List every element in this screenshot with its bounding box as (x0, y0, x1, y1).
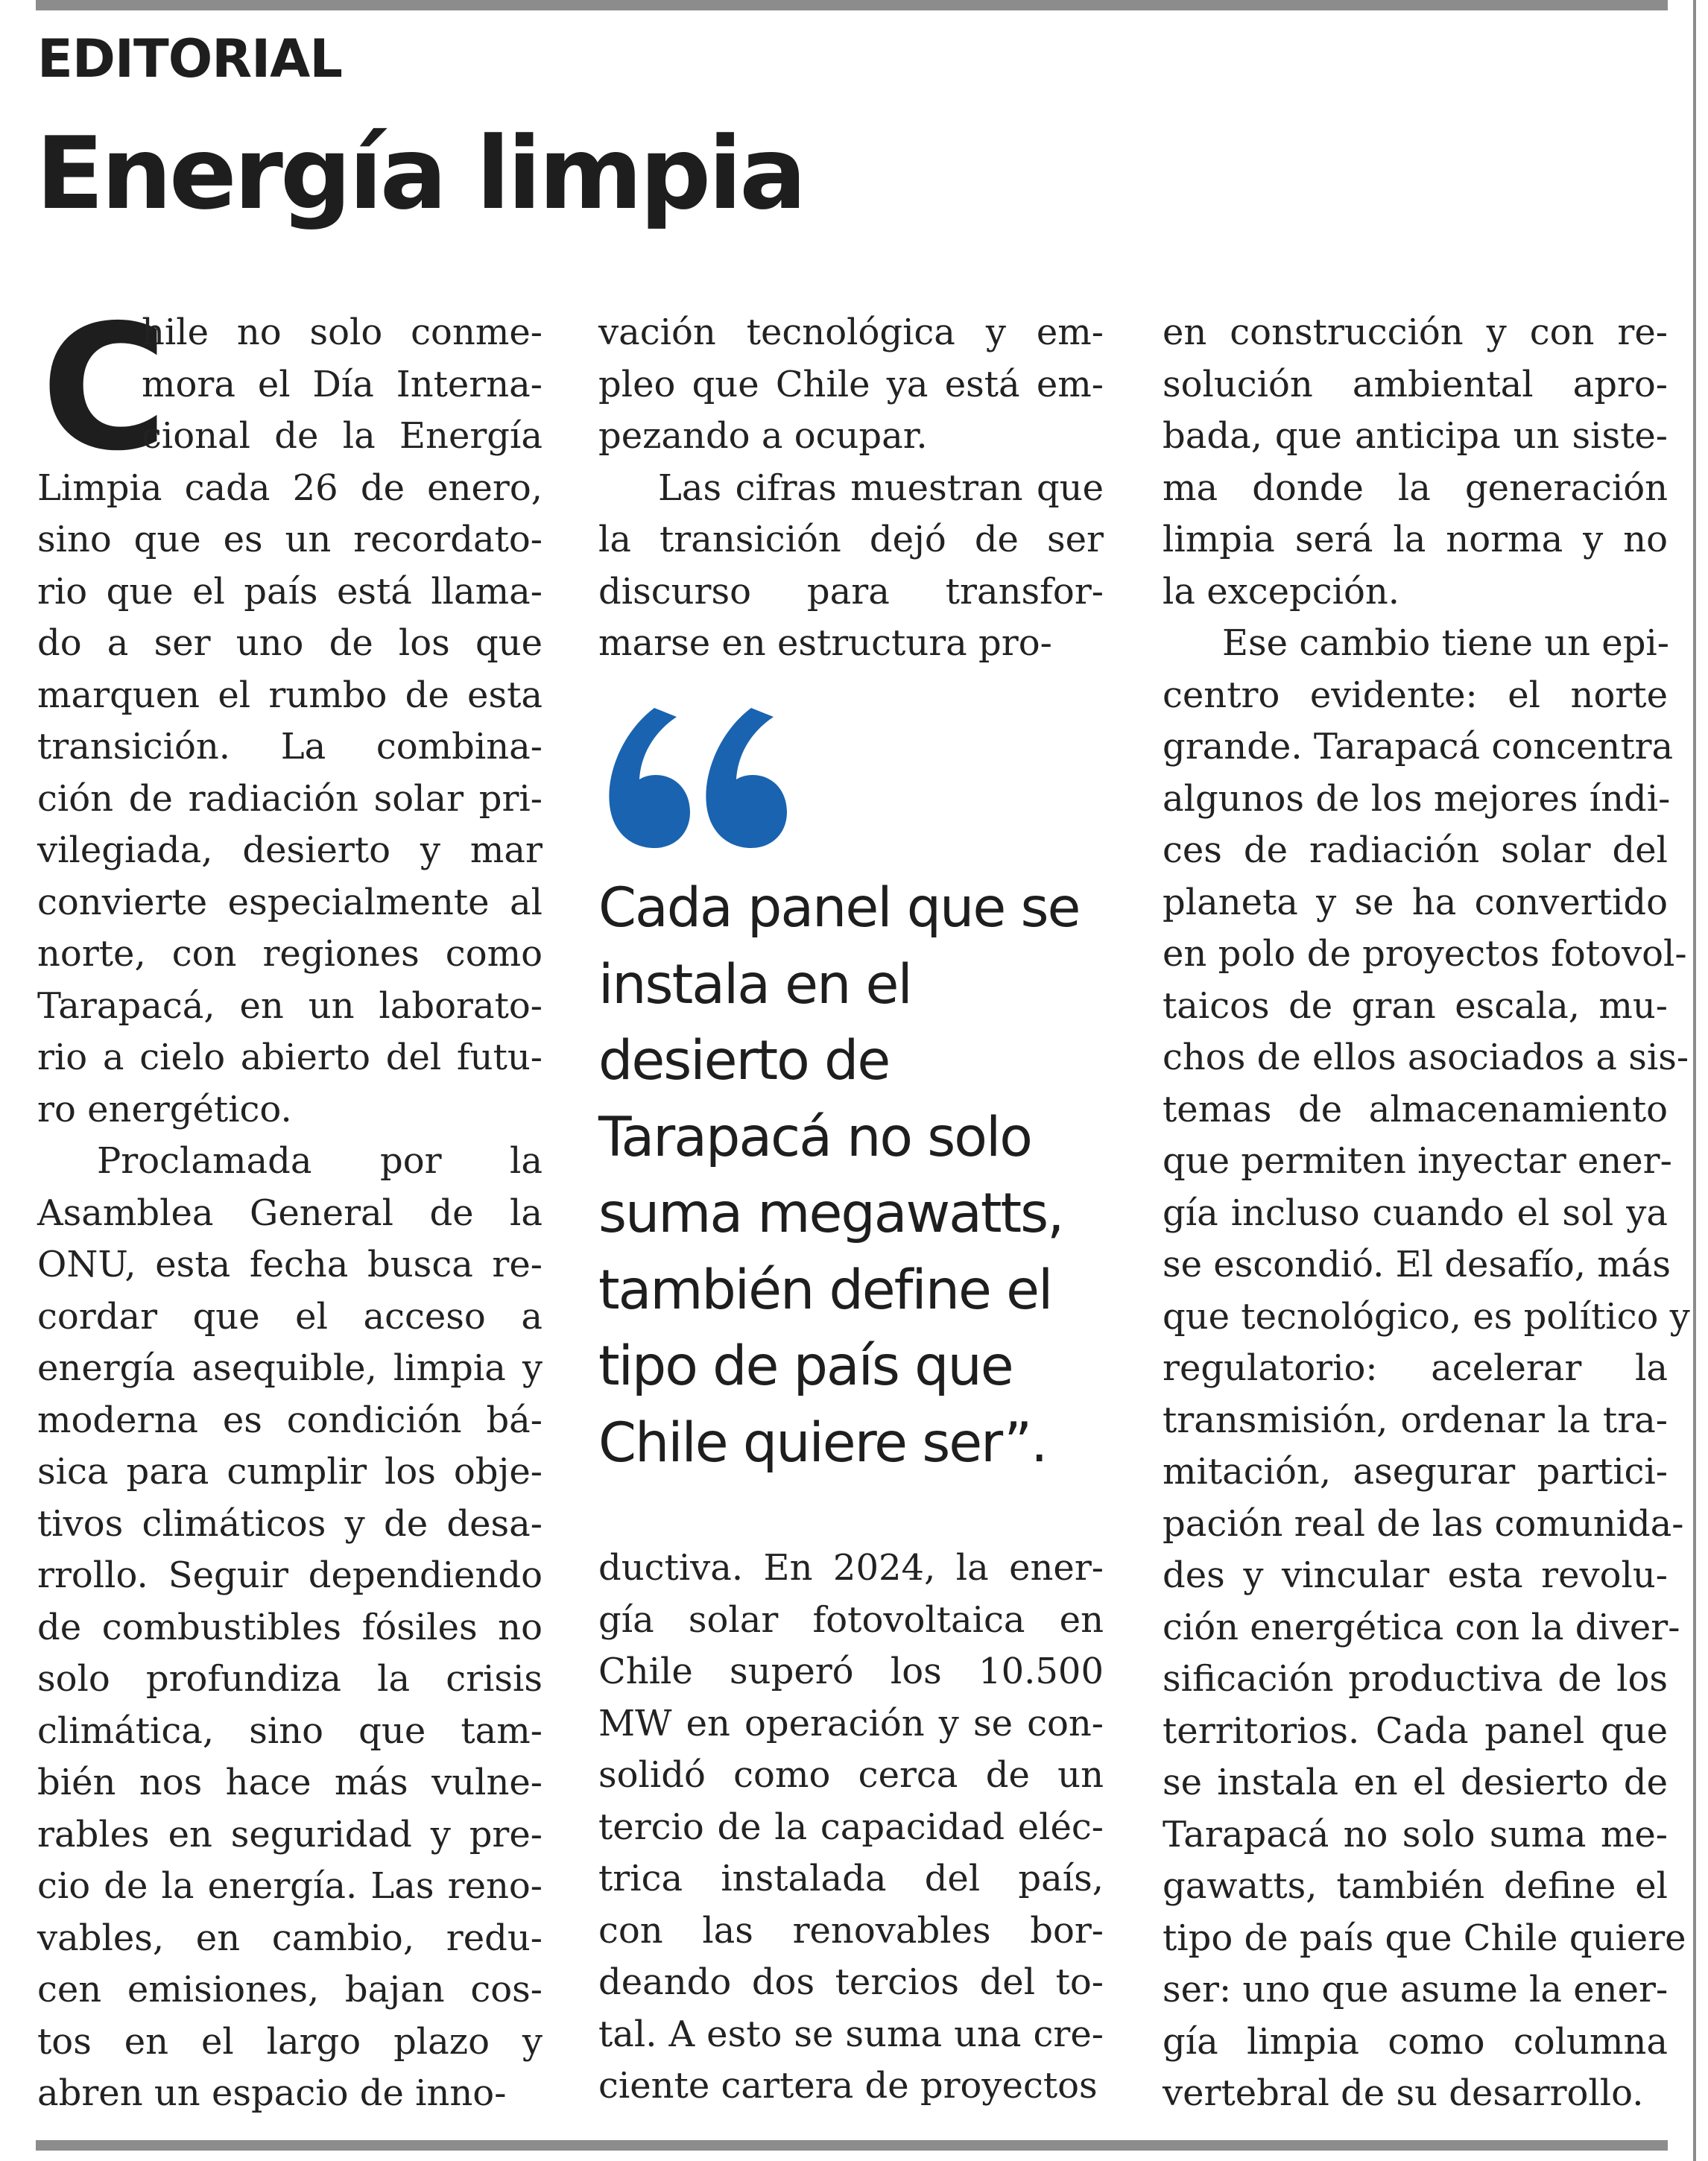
text-line: en polo de proyectos fotovol- (1163, 933, 1687, 975)
text-line: ma donde la generación (1163, 466, 1668, 509)
bottom-rule (36, 2140, 1668, 2151)
text-line: Proclamada por la (97, 1140, 543, 1182)
article-column-1 (37, 307, 543, 2120)
text-line: gía solar fotovoltaica en (598, 1598, 1104, 1641)
text-line: vilegiada, desierto y mar (37, 829, 543, 871)
text-line: gía incluso cuando el sol ya (1163, 1192, 1668, 1234)
text-line: que tecnológico, es político y (1163, 1295, 1690, 1338)
quote-mark-icon (602, 700, 796, 849)
text-line: taicos de gran escala, mu- (1163, 984, 1668, 1027)
text-line: trica instalada del país, (598, 1858, 1104, 1899)
text-line: transmisión, ordenar la tra- (1163, 1399, 1668, 1441)
pull-quote (598, 870, 1120, 1481)
text-line: bada, que anticipa un siste- (1163, 415, 1668, 457)
text-line: temas de almacenamiento (1163, 1088, 1668, 1130)
text-line: Las cifras muestran que (658, 466, 1104, 509)
text-line: abren un espacio de inno- (37, 2072, 507, 2114)
pull-quote-line: tipo de país que (598, 1335, 1013, 1398)
headline: Energía limpia (36, 116, 804, 232)
pull-quote-line: también define el (598, 1258, 1052, 1322)
text-line: algunos de los mejores índi- (1163, 777, 1671, 820)
pull-quote-line: instala en el (598, 952, 911, 1016)
text-line: mora el Día Interna- (142, 363, 543, 405)
text-line: ción de radiación solar pri- (37, 777, 543, 820)
article-column-2-bottom (598, 1543, 1104, 2113)
text-line: cio de la energía. Las reno- (37, 1865, 543, 1907)
text-line: en construcción y con re- (1163, 311, 1668, 353)
text-line: planeta y se ha convertido (1163, 881, 1668, 923)
text-line: mitación, asegurar partici- (1163, 1451, 1668, 1493)
text-line: con las renovables bor- (598, 1909, 1104, 1952)
text-line: tipo de país que Chile quiere (1163, 1917, 1686, 1959)
text-line: se instala en el desierto de (1163, 1762, 1668, 1803)
text-line: rrollo. Seguir dependiendo (37, 1554, 543, 1596)
text-line: vables, en cambio, redu- (37, 1917, 543, 1959)
text-line: chos de ellos asociados a sis- (1163, 1037, 1689, 1078)
text-line: pación real de las comunida- (1163, 1502, 1684, 1545)
text-line: Tarapacá, en un laborato- (37, 984, 543, 1027)
text-line: MW en operación y se con- (598, 1702, 1104, 1744)
text-line: tivos climáticos y de desa- (37, 1502, 543, 1545)
text-line: de combustibles fósiles no (37, 1606, 543, 1648)
text-line: marquen el rumbo de esta (37, 674, 543, 716)
text-line: rio que el país está llama- (37, 570, 543, 613)
text-line: sificación productiva de los (1163, 1658, 1668, 1700)
text-line: regulatorio: acelerar la (1163, 1347, 1668, 1389)
text-line: tal. A esto se suma una cre- (598, 2013, 1104, 2055)
text-line: cional de la Energía (142, 415, 543, 457)
text-line: pleo que Chile ya está em- (598, 363, 1104, 405)
text-line: Limpia cada 26 de enero, (37, 466, 543, 509)
pull-quote-line: Chile quiere ser”. (598, 1411, 1047, 1475)
article-column-2-top (598, 307, 1104, 670)
pull-quote-line: Cada panel que se (598, 876, 1080, 940)
text-line: que permiten inyectar ener- (1163, 1140, 1672, 1182)
text-line: centro evidente: el norte (1163, 674, 1668, 716)
top-rule (36, 0, 1668, 10)
text-line: do a ser uno de los que (37, 622, 543, 664)
text-line: ductiva. En 2024, la ener- (598, 1547, 1104, 1589)
text-line: ción energética con la diver- (1163, 1606, 1680, 1648)
text-line: limpia será la norma y no (1163, 519, 1668, 560)
text-line: des y vincular esta revolu- (1163, 1554, 1668, 1596)
text-line: solidó como cerca de un (598, 1754, 1104, 1796)
text-line: ser: uno que asume la ener- (1163, 1969, 1669, 2010)
text-line: ciente cartera de proyectos (598, 2065, 1098, 2107)
text-line: solo profundiza la crisis (37, 1658, 543, 1700)
text-line: ONU, esta fecha busca re- (37, 1244, 543, 1285)
text-line: rio a cielo abierto del futu- (37, 1037, 543, 1078)
text-line: Ese cambio tiene un epi- (1222, 622, 1669, 664)
text-line: grande. Tarapacá concentra (1163, 726, 1674, 768)
text-line: sica para cumplir los obje- (37, 1451, 543, 1493)
text-line: vertebral de su desarrollo. (1163, 2072, 1644, 2114)
text-line: deando dos tercios del to- (598, 1961, 1104, 2003)
text-line: ces de radiación solar del (1163, 829, 1668, 871)
section-label: EDITORIAL (37, 28, 342, 89)
text-line: la transición dejó de ser (598, 519, 1104, 560)
text-line: convierte especialmente al (37, 881, 543, 923)
text-line: vación tecnológica y em- (598, 311, 1104, 353)
text-line: pezando a ocupar. (598, 415, 928, 457)
text-line: climática, sino que tam- (37, 1709, 543, 1752)
text-line: Asamblea General de la (37, 1192, 543, 1234)
text-line: tos en el largo plazo y (37, 2020, 543, 2063)
text-line: bién nos hace más vulne- (37, 1762, 543, 1803)
text-line: territorios. Cada panel que (1163, 1709, 1668, 1752)
text-line: discurso para transfor- (598, 570, 1104, 613)
text-line: norte, con regiones como (37, 933, 543, 975)
text-line: Chile superó los 10.500 (598, 1651, 1104, 1692)
text-line: moderna es condición bá- (37, 1399, 543, 1441)
text-line: se escondió. El desafío, más (1163, 1244, 1671, 1285)
pull-quote-line: desierto de (598, 1029, 890, 1092)
text-line: energía asequible, limpia y (37, 1347, 543, 1389)
text-line: transición. La combina- (37, 726, 543, 768)
pull-quote-line: Tarapacá no solo (598, 1105, 1031, 1169)
text-line: sino que es un recordato- (37, 519, 543, 560)
text-line: cordar que el acceso a (37, 1295, 543, 1338)
text-line: hile no solo conme- (142, 311, 543, 353)
drop-cap: C (41, 288, 168, 489)
text-line: rables en seguridad y pre- (37, 1813, 543, 1855)
text-line: Tarapacá no solo suma me- (1163, 1813, 1668, 1855)
pull-quote-line: suma megawatts, (598, 1182, 1063, 1245)
text-line: ro energético. (37, 1088, 292, 1130)
text-line: gawatts, también define el (1163, 1865, 1668, 1907)
text-line: tercio de la capacidad eléc- (598, 1806, 1104, 1848)
column-rule (1693, 0, 1696, 2161)
article-column-3 (1163, 307, 1690, 2120)
text-line: solución ambiental apro- (1163, 363, 1668, 405)
text-line: la excepción. (1163, 570, 1400, 613)
text-line: marse en estructura pro- (598, 622, 1052, 664)
text-line: gía limpia como columna (1163, 2020, 1668, 2063)
text-line: cen emisiones, bajan cos- (37, 1969, 543, 2010)
